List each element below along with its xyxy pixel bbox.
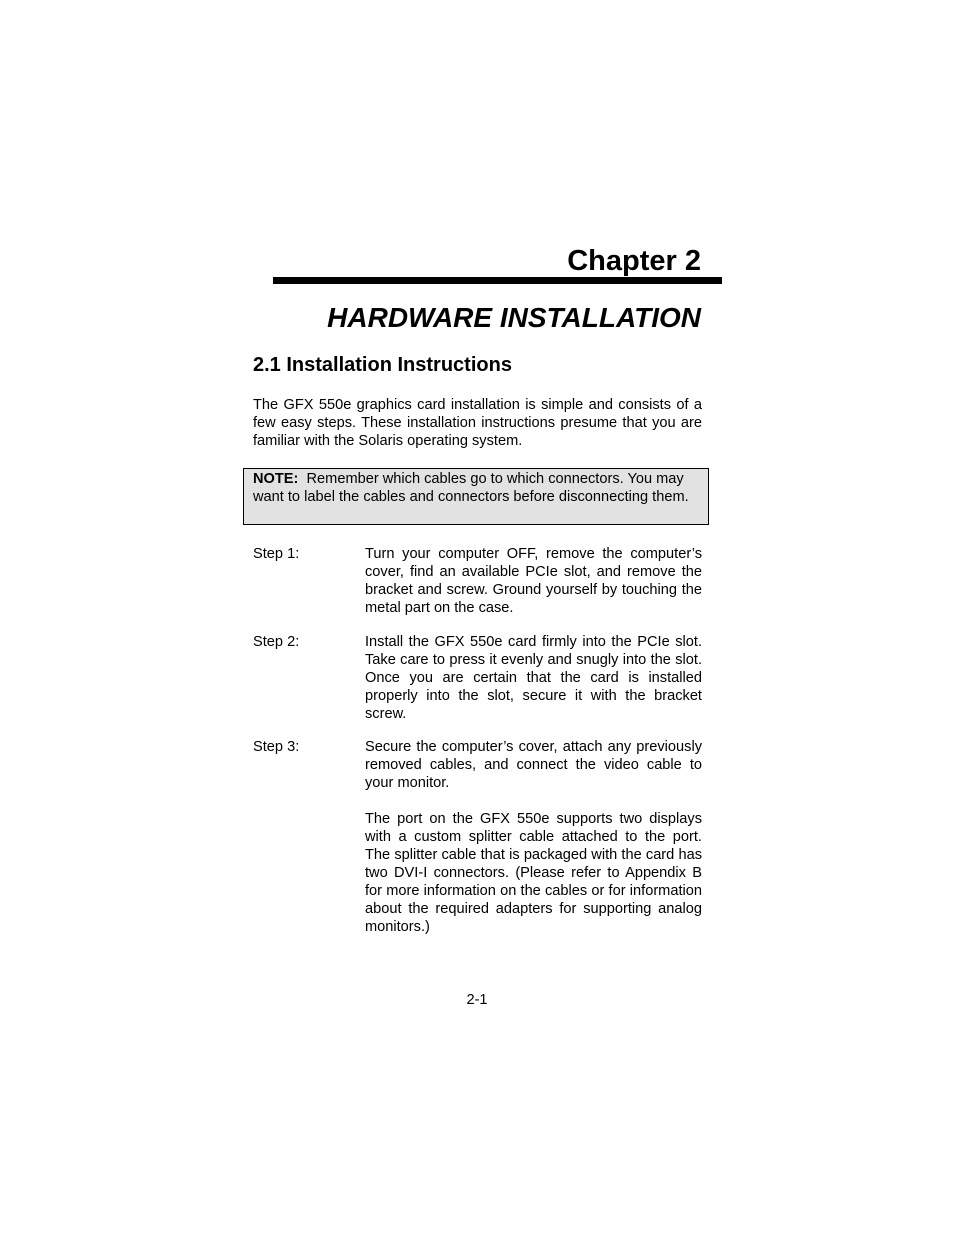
step-paragraph: Install the GFX 550e card firmly into the PCIe slot. Take care to press it evenly and snugly into the slot. Once you are certain that the card is installed properly into the slot, secure it with the bracket screw. xyxy=(365,634,702,722)
step-label: Step 2: xyxy=(253,634,300,650)
step-body xyxy=(365,545,702,617)
chapter-title: Chapter 2 xyxy=(567,245,701,277)
step-body xyxy=(365,633,702,723)
step-body xyxy=(365,738,702,936)
intro-paragraph: The GFX 550e graphics card installation is simple and consists of a few easy steps. These installation instructions presume that you are familiar with the Solaris operating system. xyxy=(253,397,702,449)
note-text: Remember which cables go to which connectors. You may want to label the cables and connectors before disconnecting them. xyxy=(253,471,689,505)
note-label: NOTE: xyxy=(253,471,299,487)
section-title: HARDWARE INSTALLATION xyxy=(327,302,701,333)
step-label: Step 3: xyxy=(253,739,300,755)
chapter-rule xyxy=(273,277,722,284)
step-paragraph: The port on the GFX 550e supports two displays with a custom splitter cable attached to the port. The splitter cable that is packaged with the card has two DVI-I connectors. (Please refer to Appendix B for more information on the cables or for information about the required adapters for supporting analog monitors.) xyxy=(365,811,702,935)
subsection-title: 2.1 Installation Instructions xyxy=(253,354,512,376)
step-paragraph: Secure the computer’s cover, attach any previously removed cables, and connect the video cable to your monitor. xyxy=(365,739,702,791)
step-label: Step 1: xyxy=(253,546,300,562)
note-box xyxy=(243,468,709,525)
page-number: 2-1 xyxy=(466,992,488,1008)
step-paragraph: Turn your computer OFF, remove the computer’s cover, find an available PCIe slot, and remove the bracket and screw. Ground yourself by touching the metal part on the case. xyxy=(365,546,702,616)
